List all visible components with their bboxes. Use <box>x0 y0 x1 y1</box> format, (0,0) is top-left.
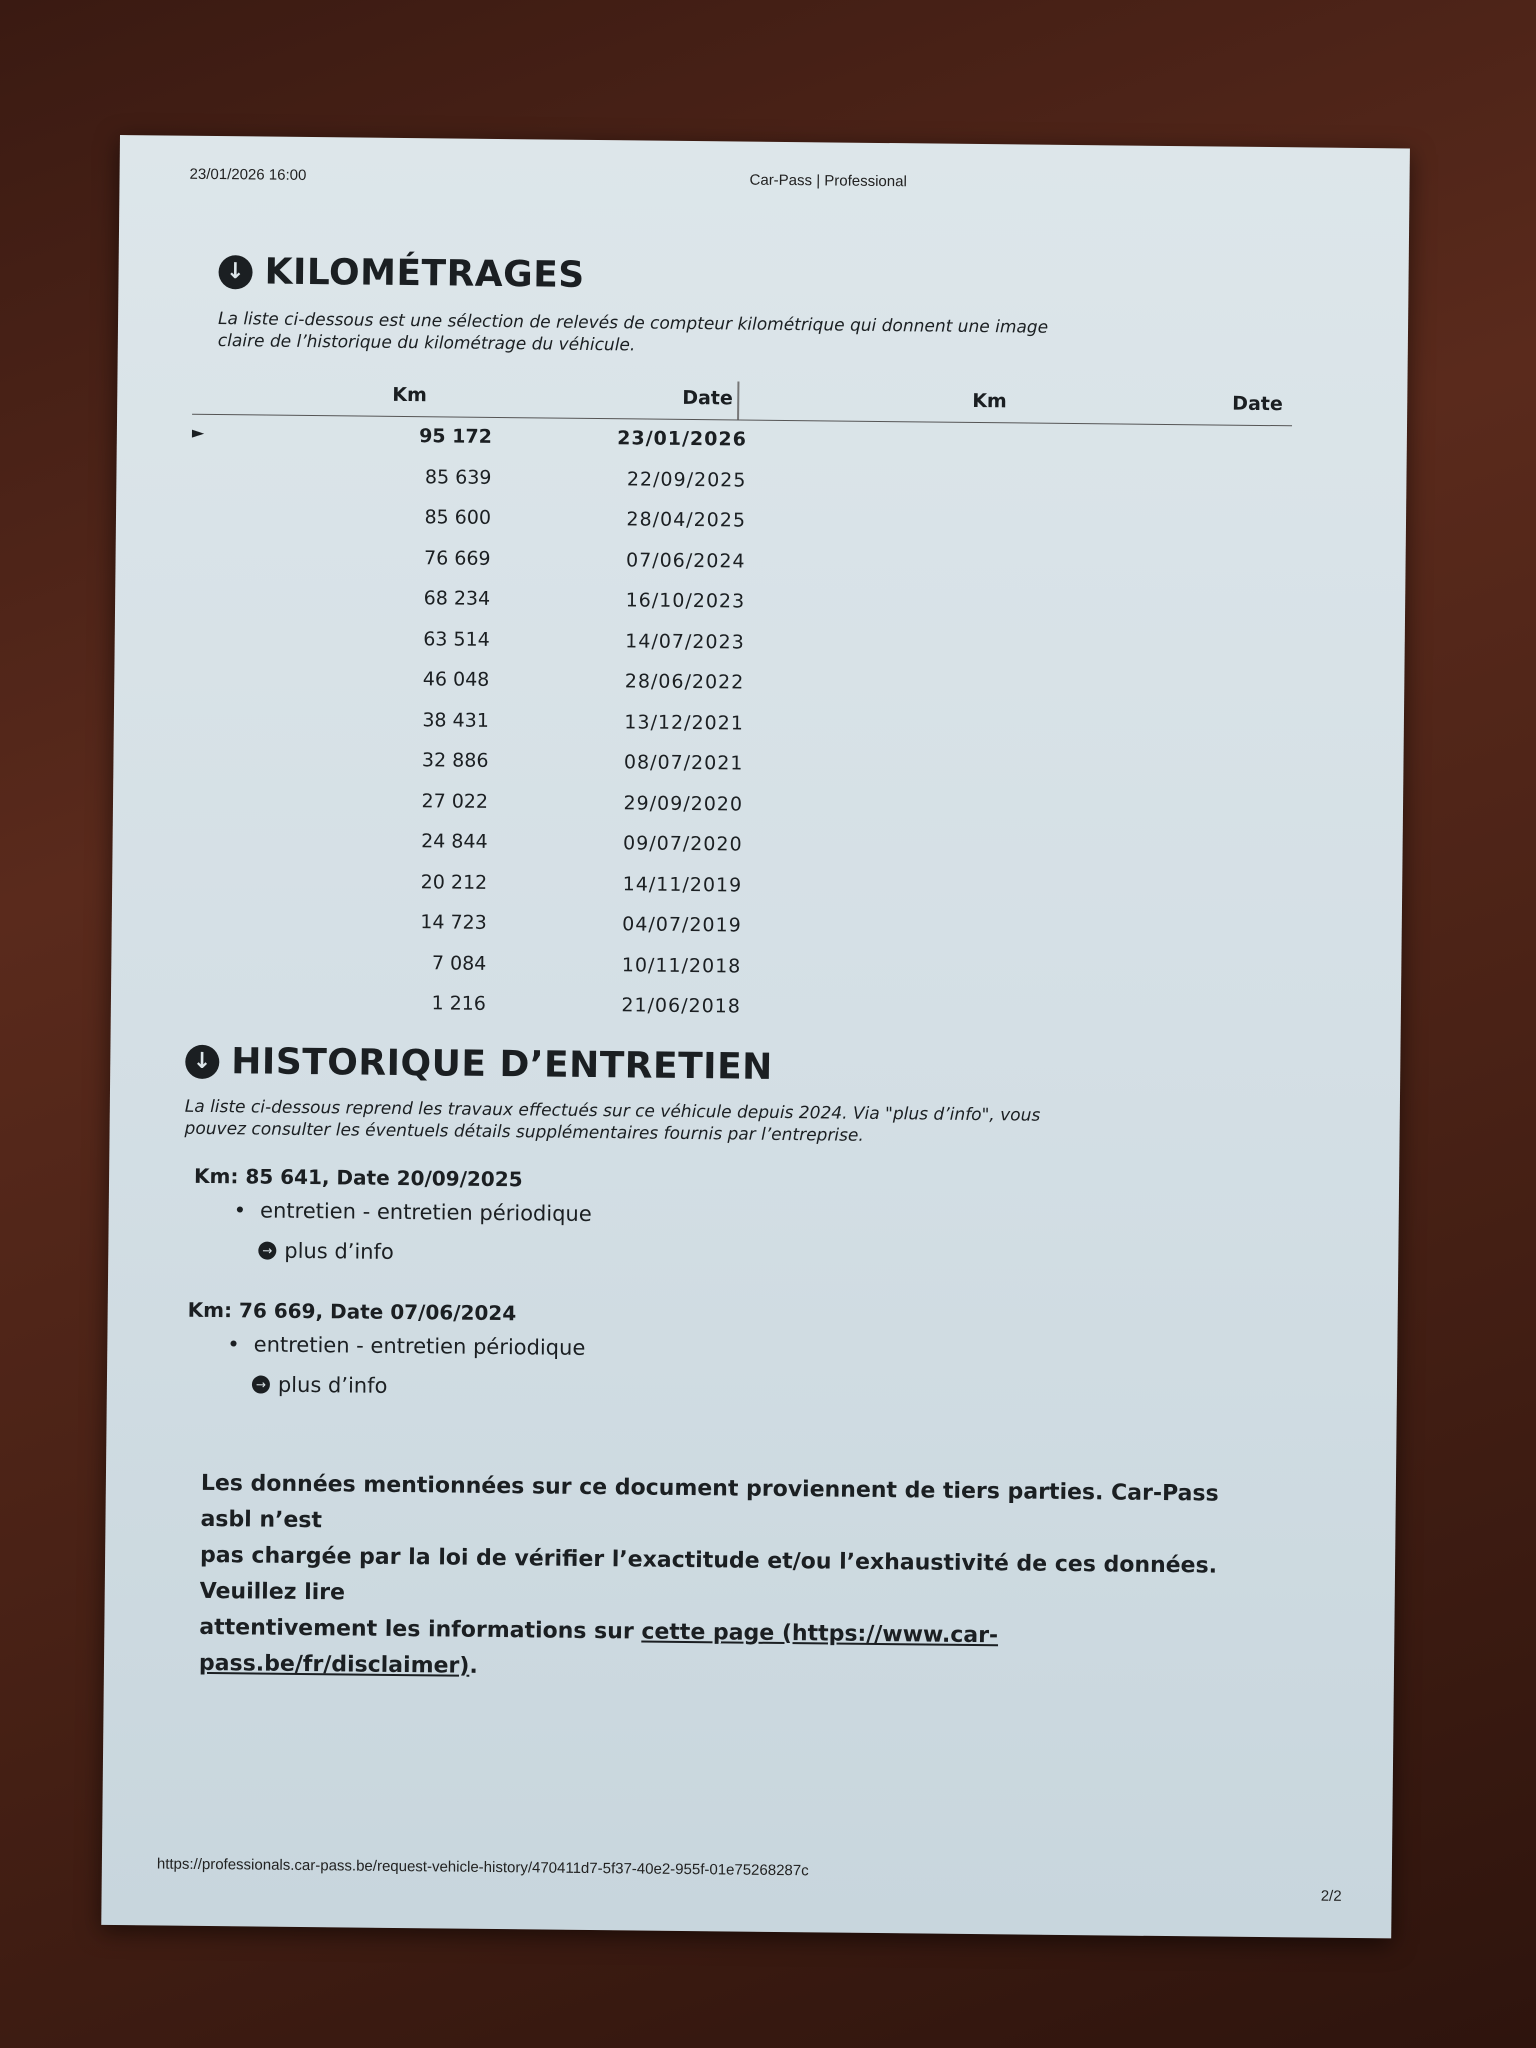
mileage-km: 32 886 <box>421 749 489 772</box>
mileage-km: 85 639 <box>424 465 492 489</box>
page-number: 2/2 <box>1320 1887 1342 1905</box>
disclaimer-line <box>199 1610 1250 1693</box>
service-entry-heading: Km: 76 669, Date 07/06/2024 <box>187 1297 517 1326</box>
entretien-title <box>185 1041 773 1088</box>
current-reading-marker: ► <box>191 422 205 442</box>
mileage-rows <box>186 415 1292 1034</box>
mileage-date: 28/04/2025 <box>626 508 747 532</box>
mileage-date: 08/07/2021 <box>623 751 744 775</box>
mileage-date: 04/07/2019 <box>622 913 742 937</box>
more-info-link[interactable] <box>258 1239 394 1264</box>
disclaimer-text <box>199 1466 1251 1693</box>
mileage-date: 23/01/2026 <box>617 427 747 451</box>
entretien-intro <box>184 1096 1084 1149</box>
col-header-date-2: Date <box>1232 392 1283 416</box>
service-entry-item: • entretien - entretien périodique <box>234 1198 592 1226</box>
mileage-date: 29/09/2020 <box>623 791 744 816</box>
arrow-right-circle-icon: → <box>252 1375 270 1393</box>
col-header-km: Km <box>392 383 427 407</box>
mileage-date: 21/06/2018 <box>621 994 742 1018</box>
arrow-down-circle-icon: ↓ <box>185 1044 219 1078</box>
service-entry-heading: Km: 85 641, Date 20/09/2025 <box>193 1163 523 1192</box>
mileage-date: 14/11/2019 <box>622 872 743 897</box>
arrow-down-circle-icon: ↓ <box>218 255 252 289</box>
service-entry-item: • entretien - entretien périodique <box>227 1332 585 1360</box>
mileage-date: 10/11/2018 <box>621 953 742 978</box>
entretien-title-text: HISTORIQUE D’ENTRETIEN <box>231 1041 774 1088</box>
mileage-km: 85 600 <box>424 506 492 529</box>
mileage-date: 28/06/2022 <box>624 670 745 694</box>
mileage-km: 14 723 <box>420 911 487 934</box>
kilometrages-intro <box>218 308 1118 361</box>
mileage-km: 27 022 <box>421 789 489 813</box>
document-page <box>101 135 1410 1938</box>
column-divider <box>737 381 739 419</box>
entretien-intro-line: pouvez consulter les éventuels détails supplémentaires fournis par l’entreprise. <box>184 1118 864 1146</box>
mileage-km: 24 844 <box>421 830 488 853</box>
mileage-date: 09/07/2020 <box>622 832 743 856</box>
disclaimer-line: Les données mentionnées sur ce document proviennent de tiers parties. Car-Pass asbl n’est <box>200 1470 1219 1534</box>
mileage-km: 76 669 <box>423 546 491 570</box>
mileage-km: 7 084 <box>431 951 487 975</box>
mileage-date: 07/06/2024 <box>625 548 746 573</box>
disclaimer-line: pas chargée par la loi de vérifier l’exactitude et/ou l’exhaustivité de ces données. Veuillez lire <box>199 1542 1218 1606</box>
kilometrages-intro-line: claire de l’historique du kilométrage du véhicule. <box>217 331 636 356</box>
kilometrages-title-text: KILOMÉTRAGES <box>264 251 585 296</box>
disclaimer-line-suffix: . <box>469 1653 478 1679</box>
mileage-km: 95 172 <box>419 425 492 448</box>
more-info-label[interactable]: plus d’info <box>284 1238 394 1264</box>
col-header-date: Date <box>682 386 733 410</box>
kilometrages-title <box>218 251 585 296</box>
print-datetime: 23/01/2026 16:00 <box>189 165 307 184</box>
disclaimer-link[interactable]: cette page (https://www.car-pass.be/fr/disclaimer) <box>198 1619 999 1679</box>
mileage-km: 63 514 <box>423 627 490 651</box>
mileage-date: 22/09/2025 <box>626 467 747 492</box>
mileage-km: 38 431 <box>422 708 490 732</box>
mileage-date: 13/12/2021 <box>624 710 744 735</box>
more-info-label[interactable]: plus d’info <box>277 1372 388 1398</box>
mileage-date: 14/07/2023 <box>625 629 745 654</box>
mileage-km: 1 216 <box>431 992 487 1015</box>
print-site-title: Car-Pass | Professional <box>749 171 907 191</box>
entretien-intro-line: La liste ci-dessous reprend les travaux effectués sur ce véhicule depuis 2024. Via "plus d’info", vous <box>184 1096 1041 1126</box>
kilometrages-intro-line: La liste ci-dessous est une sélection de relevés de compteur kilométrique qui donnent une image <box>217 309 1049 338</box>
mileage-km: 20 212 <box>420 870 488 894</box>
arrow-right-circle-icon: → <box>258 1242 276 1260</box>
mileage-km: 68 234 <box>423 587 491 610</box>
more-info-link[interactable] <box>252 1372 388 1397</box>
print-url: https://professionals.car-pass.be/request-vehicle-history/470411d7-5f37-40e2-955f-01e75268287c <box>156 1855 809 1880</box>
mileage-date: 16/10/2023 <box>625 589 746 613</box>
mileage-km: 46 048 <box>422 668 490 691</box>
col-header-km-2: Km <box>972 389 1007 413</box>
disclaimer-line-prefix: attentivement les informations sur <box>199 1614 642 1645</box>
mileage-table <box>186 376 1293 1034</box>
